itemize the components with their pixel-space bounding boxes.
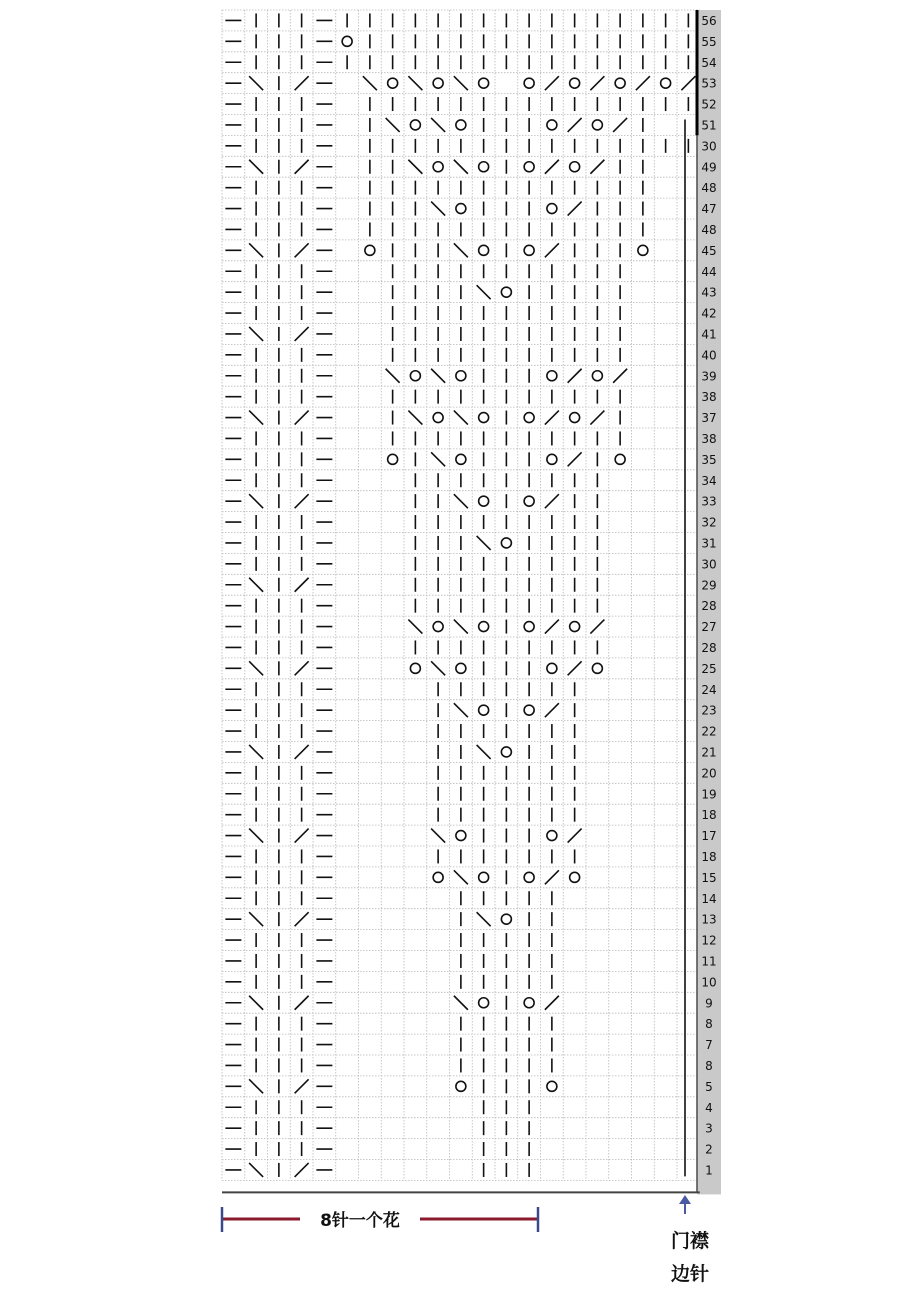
row-number: 5 [705,1079,713,1094]
row-number: 39 [701,369,717,384]
ssk-symbol [408,411,422,425]
yarn-over-symbol [456,663,466,673]
ssk-symbol [249,76,263,90]
ssk-symbol [249,1079,263,1093]
ssk-symbol [249,912,263,926]
yarn-over-symbol [524,998,534,1008]
row-number: 17 [701,829,717,844]
row-number: 29 [701,578,717,593]
row-number: 8 [705,1058,713,1073]
ssk-symbol [477,745,491,759]
yarn-over-symbol [433,413,443,423]
row-number: 44 [701,264,717,279]
row-number: 43 [701,285,717,300]
yarn-over-symbol [524,622,534,632]
ssk-symbol [454,160,468,174]
yarn-over-symbol [456,120,466,130]
row-number: 10 [701,975,717,990]
yarn-over-symbol [547,120,557,130]
row-number: 32 [701,515,717,530]
row-number: 42 [701,306,717,321]
row-number: 47 [701,202,717,217]
row-number: 54 [701,55,717,70]
yarn-over-symbol [547,371,557,381]
row-number: 11 [701,954,717,969]
row-number: 23 [701,703,717,718]
yarn-over-symbol [547,831,557,841]
k2tog-symbol [545,160,559,174]
k2tog-symbol [295,327,309,341]
row-number: 30 [701,139,717,154]
ssk-symbol [431,661,445,675]
yarn-over-symbol [547,1081,557,1091]
k2tog-symbol [613,369,627,383]
row-number: 9 [705,996,713,1011]
yarn-over-symbol [479,705,489,715]
row-number: 51 [701,118,717,133]
k2tog-symbol [545,411,559,425]
yarn-over-symbol [479,496,489,506]
ssk-symbol [249,578,263,592]
row-number: 52 [701,97,717,112]
k2tog-symbol [295,829,309,843]
edge-label-line2: 边针 [670,1263,709,1285]
row-number: 48 [701,222,717,237]
ssk-symbol [454,243,468,257]
ssk-symbol [431,829,445,843]
yarn-over-symbol [433,872,443,882]
ssk-symbol [454,494,468,508]
ssk-symbol [408,160,422,174]
row-number: 30 [701,557,717,572]
row-number: 3 [705,1121,713,1136]
k2tog-symbol [568,202,582,216]
yarn-over-symbol [456,831,466,841]
k2tog-symbol [590,620,604,634]
yarn-over-symbol [570,872,580,882]
yarn-over-symbol [547,663,557,673]
row-number: 21 [701,745,717,760]
ssk-symbol [454,620,468,634]
yarn-over-symbol [524,413,534,423]
ssk-symbol [249,160,263,174]
k2tog-symbol [295,661,309,675]
row-number: 53 [701,76,717,91]
row-number: 55 [701,34,717,49]
k2tog-symbol [568,829,582,843]
row-number: 45 [701,243,717,258]
ssk-symbol [249,1163,263,1177]
row-number: 38 [701,431,717,446]
row-number: 35 [701,452,717,467]
annotation-marks [222,1192,700,1232]
repeat-label: 8针一个花 [300,1206,420,1231]
yarn-over-symbol [479,998,489,1008]
row-number: 4 [705,1100,713,1115]
k2tog-symbol [545,76,559,90]
k2tog-symbol [636,76,650,90]
row-number: 18 [701,808,717,823]
yarn-over-symbol [592,120,602,130]
yarn-over-symbol [524,872,534,882]
yarn-over-symbol [456,371,466,381]
row-number: 56 [701,13,717,28]
row-number: 49 [701,160,717,175]
ssk-symbol [431,369,445,383]
k2tog-symbol [545,243,559,257]
k2tog-symbol [295,745,309,759]
yarn-over-symbol [547,454,557,464]
row-number: 8 [705,1017,713,1032]
row-number: 24 [701,682,717,697]
row-number: 1 [705,1163,713,1178]
k2tog-symbol [568,118,582,132]
k2tog-symbol [545,870,559,884]
ssk-symbol [386,118,400,132]
row-number: 31 [701,536,717,551]
row-number: 14 [701,891,717,906]
row-number: 33 [701,494,717,509]
k2tog-symbol [295,1163,309,1177]
row-number: 12 [701,933,717,948]
row-number: 28 [701,640,717,655]
yarn-over-symbol [479,622,489,632]
yarn-over-symbol [342,36,352,46]
ssk-symbol [249,661,263,675]
row-number: 7 [705,1038,713,1053]
ssk-symbol [249,494,263,508]
yarn-over-symbol [501,914,511,924]
yarn-over-symbol [524,245,534,255]
k2tog-symbol [545,620,559,634]
yarn-over-symbol [524,705,534,715]
yarn-over-symbol [410,663,420,673]
yarn-over-symbol [501,538,511,548]
row-number: 40 [701,348,717,363]
yarn-over-symbol [479,78,489,88]
ssk-symbol [431,202,445,216]
k2tog-symbol [295,494,309,508]
ssk-symbol [249,745,263,759]
ssk-symbol [363,76,377,90]
k2tog-symbol [590,411,604,425]
yarn-over-symbol [433,622,443,632]
ssk-symbol [454,411,468,425]
k2tog-symbol [295,160,309,174]
yarn-over-symbol [501,747,511,757]
k2tog-symbol [545,494,559,508]
yarn-over-symbol [524,496,534,506]
row-number: 25 [701,661,717,676]
yarn-over-symbol [388,78,398,88]
yarn-over-symbol [661,78,671,88]
yarn-over-symbol [433,162,443,172]
yarn-over-symbol [615,454,625,464]
ssk-symbol [454,870,468,884]
ssk-symbol [249,411,263,425]
k2tog-symbol [568,661,582,675]
k2tog-symbol [613,118,627,132]
row-number: 37 [701,411,717,426]
yarn-over-symbol [638,245,648,255]
row-number: 34 [701,473,717,488]
yarn-over-symbol [570,78,580,88]
row-number: 28 [701,599,717,614]
k2tog-symbol [590,160,604,174]
yarn-over-symbol [570,162,580,172]
ssk-symbol [431,452,445,466]
row-number: 18 [701,849,717,864]
yarn-over-symbol [479,413,489,423]
ssk-symbol [454,996,468,1010]
yarn-over-symbol [479,872,489,882]
ssk-symbol [249,829,263,843]
k2tog-symbol [295,996,309,1010]
yarn-over-symbol [410,120,420,130]
k2tog-symbol [545,703,559,717]
ssk-symbol [477,285,491,299]
row-number: 2 [705,1142,713,1157]
k2tog-symbol [568,452,582,466]
k2tog-symbol [295,411,309,425]
ssk-symbol [249,243,263,257]
yarn-over-symbol [456,1081,466,1091]
k2tog-symbol [295,76,309,90]
yarn-over-symbol [547,204,557,214]
yarn-over-symbol [410,371,420,381]
yarn-over-symbol [365,245,375,255]
edge-arrow-head [679,1195,691,1204]
yarn-over-symbol [524,78,534,88]
row-number: 27 [701,620,717,635]
ssk-symbol [454,703,468,717]
ssk-symbol [408,76,422,90]
row-number: 20 [701,766,717,781]
yarn-over-symbol [479,245,489,255]
ssk-symbol [454,76,468,90]
row-number: 48 [701,181,717,196]
yarn-over-symbol [524,162,534,172]
yarn-over-symbol [570,413,580,423]
yarn-over-symbol [456,204,466,214]
yarn-over-symbol [388,454,398,464]
row-number: 38 [701,390,717,405]
yarn-over-symbol [501,287,511,297]
k2tog-symbol [545,996,559,1010]
row-number: 15 [701,870,717,885]
row-number-bar [697,10,721,1194]
row-number: 22 [701,724,717,739]
k2tog-symbol [590,76,604,90]
yarn-over-symbol [479,162,489,172]
ssk-symbol [477,536,491,550]
k2tog-symbol [295,1079,309,1093]
row-number: 19 [701,787,717,802]
k2tog-symbol [295,912,309,926]
yarn-over-symbol [456,454,466,464]
row-number: 13 [701,912,717,927]
k2tog-symbol [295,578,309,592]
ssk-symbol [249,327,263,341]
yarn-over-symbol [592,371,602,381]
ssk-symbol [386,369,400,383]
yarn-over-symbol [615,78,625,88]
yarn-over-symbol [570,622,580,632]
ssk-symbol [408,620,422,634]
yarn-over-symbol [592,663,602,673]
ssk-symbol [477,912,491,926]
ssk-symbol [249,996,263,1010]
k2tog-symbol [568,369,582,383]
k2tog-symbol [681,76,695,90]
ssk-symbol [431,118,445,132]
k2tog-symbol [295,243,309,257]
edge-label-line1: 门襟 [670,1230,709,1252]
row-number: 41 [701,327,717,342]
yarn-over-symbol [433,78,443,88]
